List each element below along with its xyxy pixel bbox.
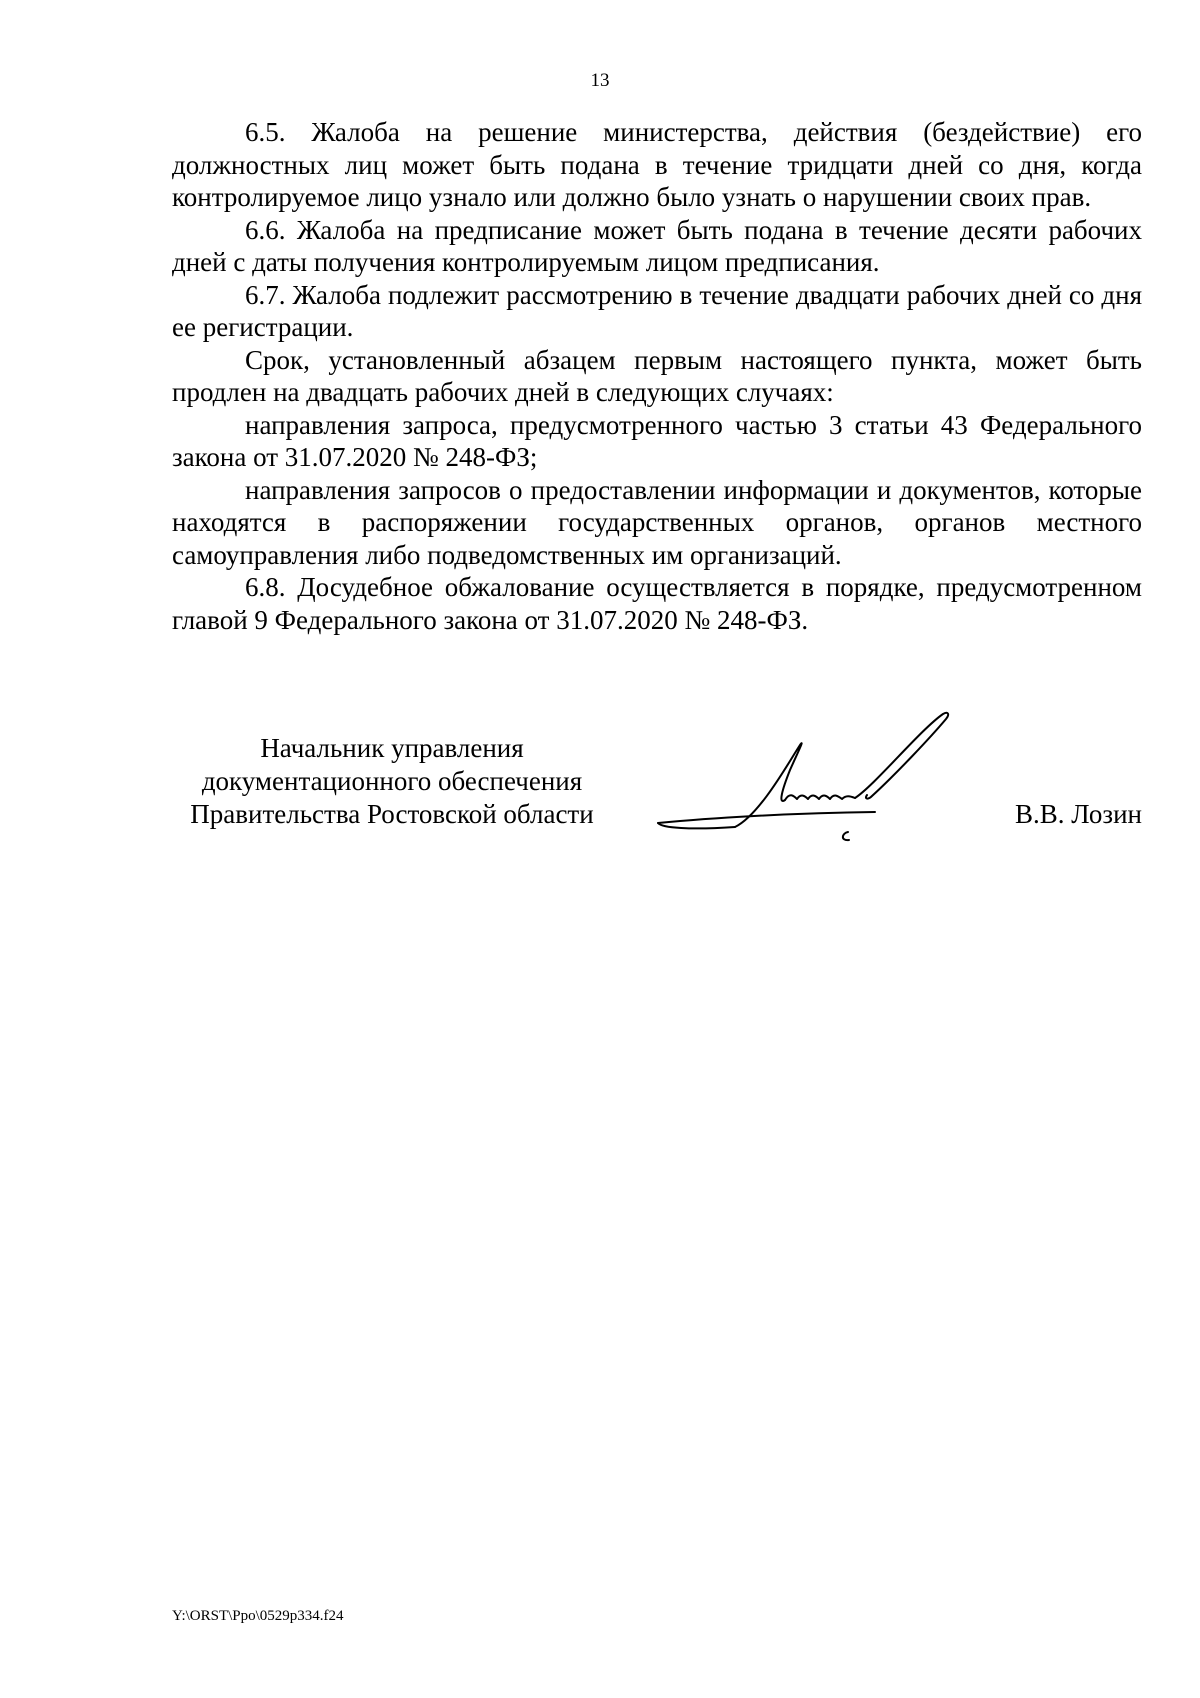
signer-name: В.В. Лозин <box>1015 799 1142 829</box>
document-body <box>172 116 1142 636</box>
signer-position-line: Начальник управления <box>260 733 524 763</box>
signer-position-line: Правительства Ростовской области <box>190 799 594 829</box>
handwritten-signature <box>650 700 980 850</box>
paragraph-6-7: 6.7. Жалоба подлежит рассмотрению в течение двадцати рабочих дней со дня ее регистрации. <box>172 279 1142 342</box>
paragraph-case-request: направления запроса, предусмотренного частью 3 статьи 43 Федерального закона от 31.07.2020 № 248-ФЗ; <box>172 409 1142 472</box>
paragraph-case-documents: направления запросов о предоставлении информации и документов, которые находятся в распоряжении государственных органов, органов местного самоуправления либо подведомственных им организаций. <box>172 474 1142 570</box>
file-path-footer: Y:\ORST\Ppo\0529p334.f24 <box>172 1608 344 1624</box>
paragraph-6-6: 6.6. Жалоба на предписание может быть подана в течение десяти рабочих дней с даты получения контролируемым лицом предписания. <box>172 214 1142 277</box>
paragraph-6-5: 6.5. Жалоба на решение министерства, действия (бездействие) его должностных лиц может быть подана в течение тридцати дней со дня, когда контролируемое лицо узнало или должно было узнать о нарушении своих прав. <box>172 117 1142 212</box>
signer-position-line: документационного обеспечения <box>201 766 583 796</box>
signer-position <box>172 732 612 831</box>
paragraph-extension-term: Срок, установленный абзацем первым настоящего пункта, может быть продлен на двадцать рабочих дней в следующих случаях: <box>172 344 1142 407</box>
paragraph-6-8: 6.8. Досудебное обжалование осуществляется в порядке, предусмотренном главой 9 Федерального закона от 31.07.2020 № 248-ФЗ. <box>172 572 1142 635</box>
page-number: 13 <box>590 70 610 91</box>
